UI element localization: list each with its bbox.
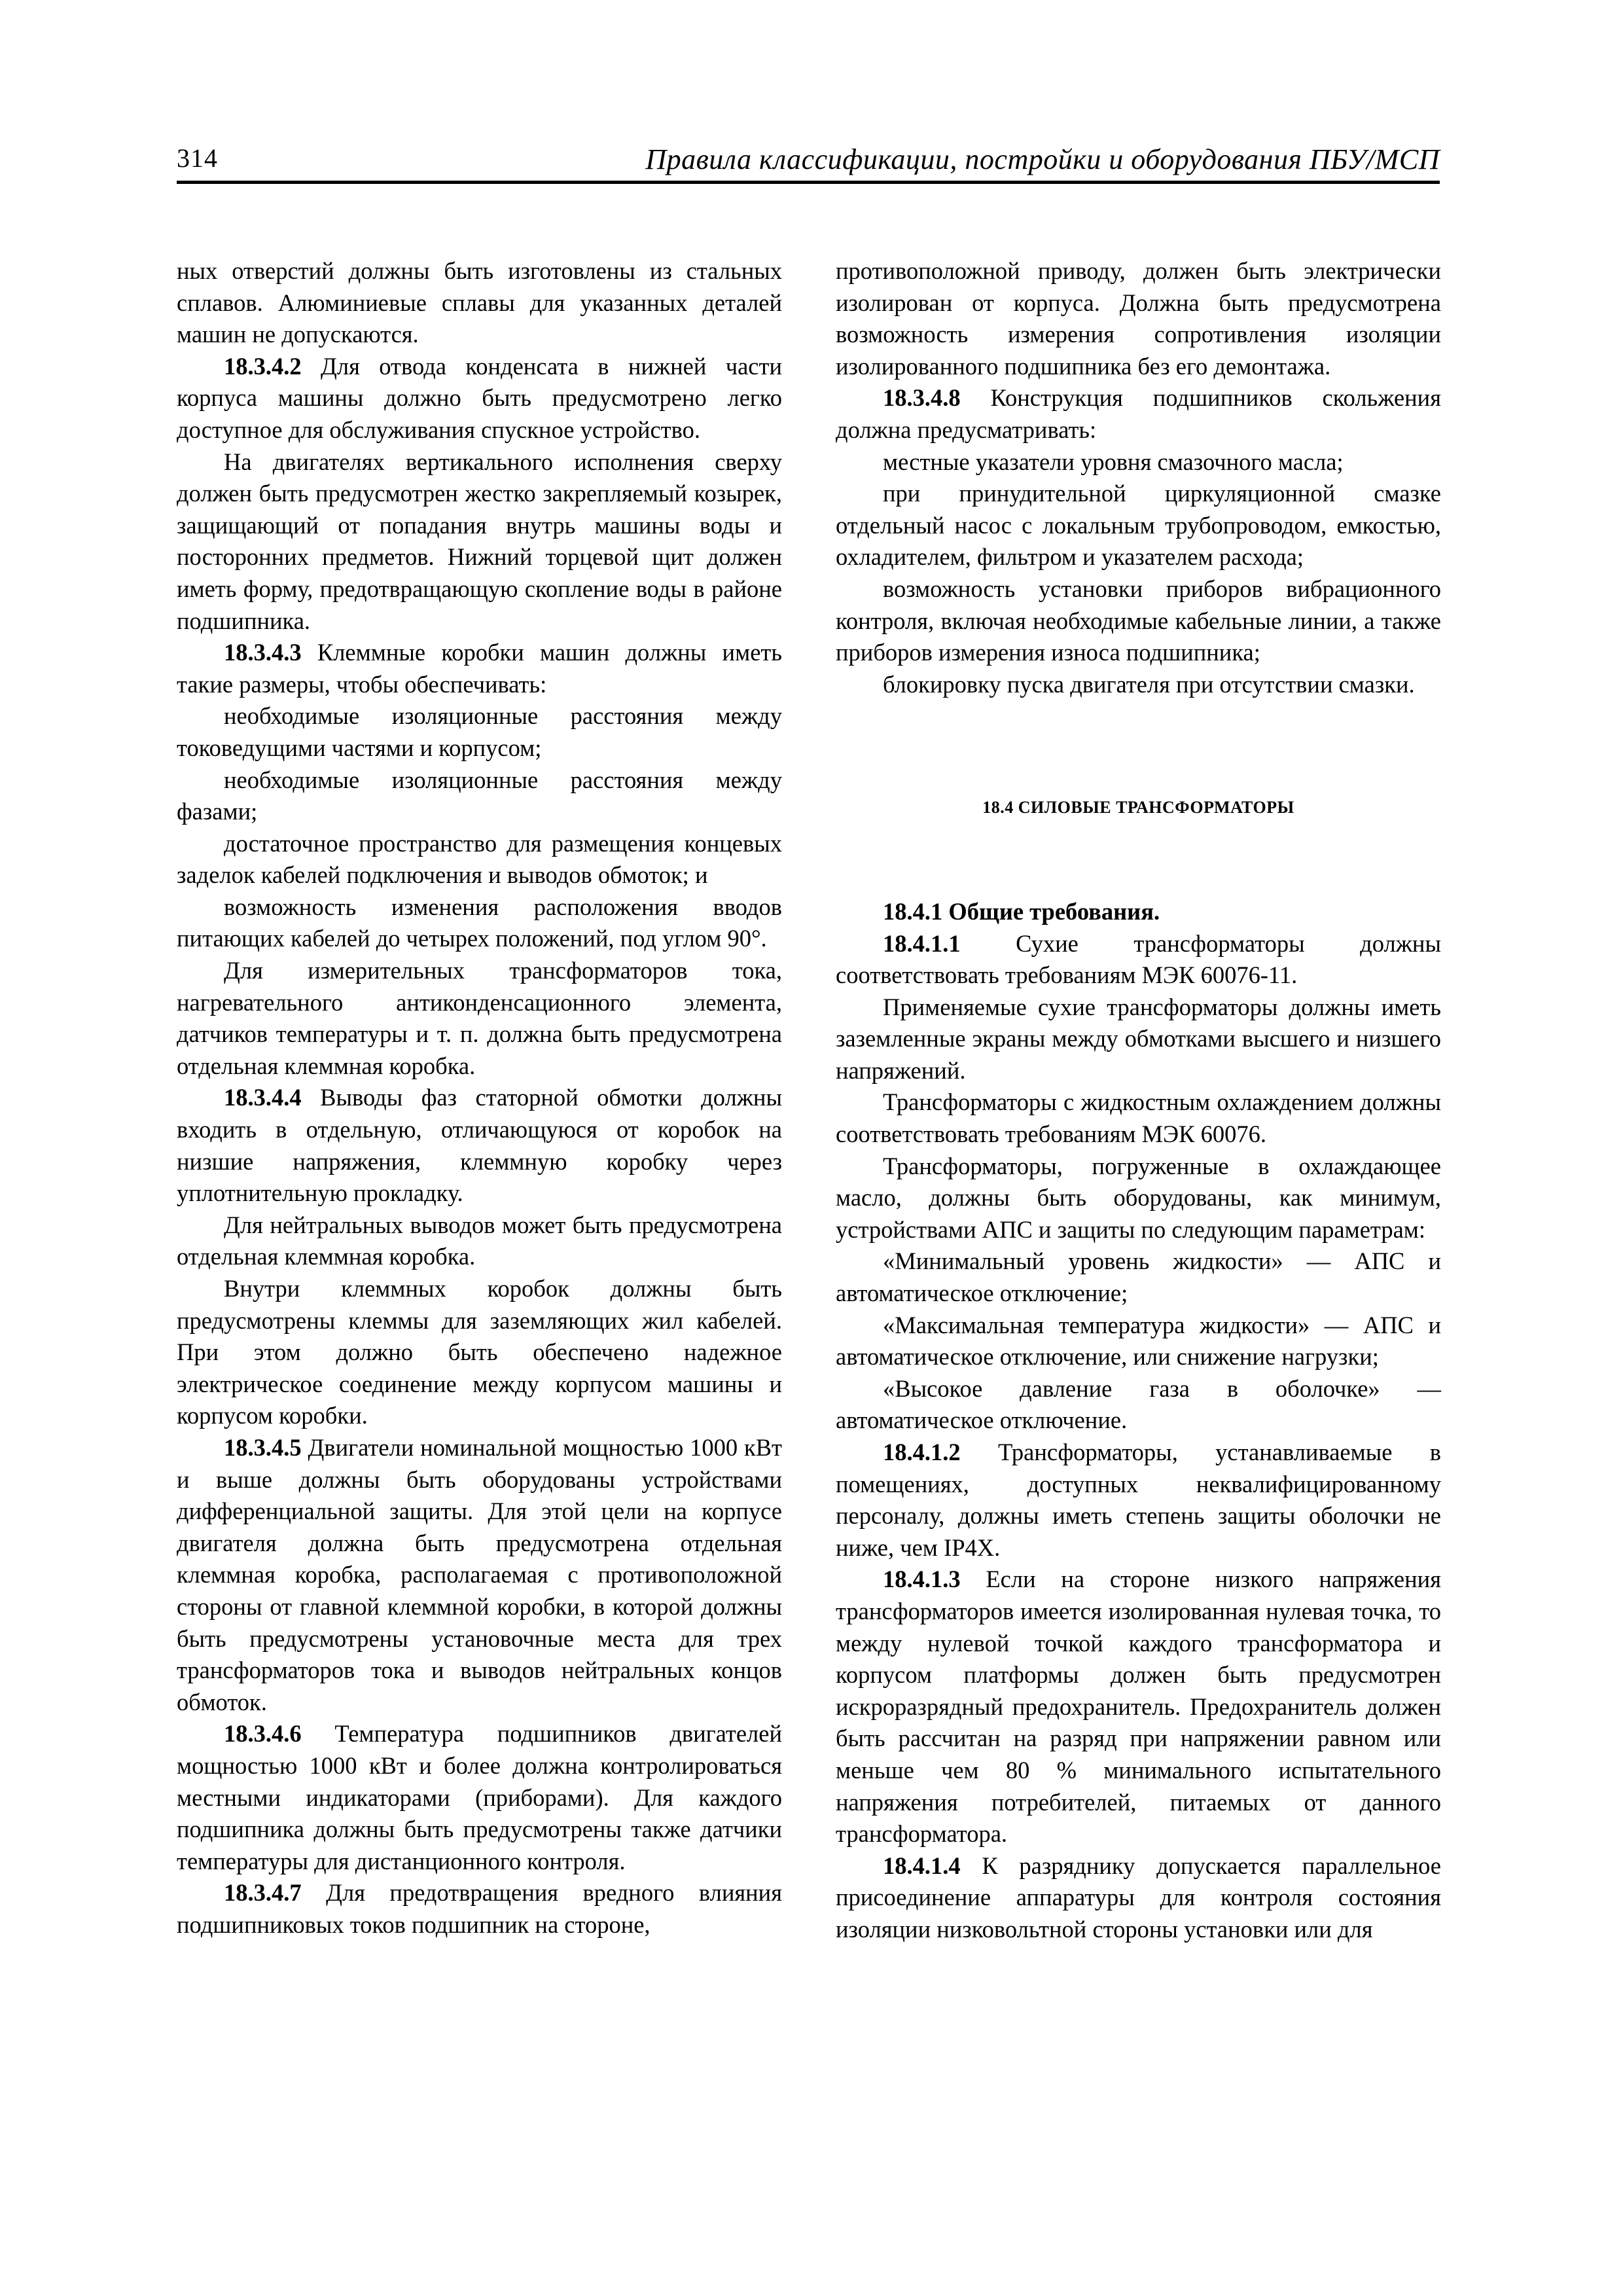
paragraph-text: Для предотвращения вредного влияния подшипниковых токов подшипник на стороне, — [177, 1879, 782, 1938]
paragraph — [836, 928, 1441, 992]
paragraph — [836, 1086, 1441, 1150]
paragraph-text: Температура подшипников двигателей мощностью 1000 кВт и более должна контролироваться местными индикаторами (приборами). Для каждого подшипника должны быть предусмотрены также датчики температуры для дистанционного контроля. — [177, 1720, 782, 1874]
paragraph-text: Трансформаторы, устанавливаемые в помещениях, доступных неквалифицированному персоналу, должны иметь степень защиты оболочки не ниже, чем IP4X. — [836, 1439, 1441, 1561]
paragraph — [836, 255, 1441, 382]
left-column — [177, 255, 782, 1941]
clause-number: 18.4.1.3 — [883, 1566, 961, 1593]
paragraph-text: Применяемые сухие трансформаторы должны иметь заземленные экраны между обмотками высшего и низшего напряжений. — [836, 993, 1441, 1084]
paragraph — [177, 1877, 782, 1941]
paragraph-text: Клеммные коробки машин должны иметь такие размеры, чтобы обеспечивать: — [177, 639, 782, 698]
paragraph — [177, 955, 782, 1082]
clause-number: 18.4.1.4 — [883, 1852, 961, 1879]
paragraph — [836, 669, 1441, 701]
paragraph-text: Сухие трансформаторы должны соответствовать требованиям МЭК 60076-11. — [836, 929, 1441, 989]
paragraph-text: К разряднику допускается параллельное присоединение аппаратуры для контроля состояния изоляции низковольтной стороны установки или для — [836, 1852, 1441, 1943]
paragraph — [836, 1437, 1441, 1564]
paragraph-text: местные указатели уровня смазочного масла; — [883, 448, 1344, 475]
paragraph — [177, 700, 782, 764]
paragraph — [836, 1373, 1441, 1437]
section-heading: 18.4 СИЛОВЫЕ ТРАНСФОРМАТОРЫ — [982, 798, 1294, 817]
paragraph — [177, 828, 782, 891]
paragraph — [177, 1432, 782, 1718]
paragraph — [836, 1246, 1441, 1309]
right-column — [836, 255, 1441, 1946]
paragraph-text: необходимые изоляционные расстояния между фазами; — [177, 766, 782, 825]
paragraph — [836, 1850, 1441, 1946]
paragraph-text: На двигателях вертикального исполнения сверху должен быть предусмотрен жестко закрепляемый козырек, защищающий от попадания внутрь машины воды и посторонних предметов. Нижний торцевой щит должен иметь форму, предотвращающую скопление воды в районе подшипника. — [177, 448, 782, 634]
paragraph-text: при принудительной циркуляционной смазке отдельный насос с локальным трубопроводом, емкостью, охладителем, фильтром и указателем расхода; — [836, 480, 1441, 571]
paragraph-text: Для нейтральных выводов может быть предусмотрена отдельная клеммная коробка. — [177, 1211, 782, 1270]
clause-number: 18.3.4.4 — [224, 1084, 302, 1111]
paragraph-text: Конструкция подшипников скольжения должна предусматривать: — [836, 384, 1441, 443]
subsection-heading: 18.4.1 Общие требования. — [883, 897, 1160, 925]
paragraph — [177, 1718, 782, 1877]
clause-number: 18.3.4.6 — [224, 1720, 302, 1748]
paragraph-text: необходимые изоляционные расстояния между токоведущими частями и корпусом; — [177, 702, 782, 761]
paragraph-text: возможность установки приборов вибрационного контроля, включая необходимые кабельные линии, а также приборов измерения износа подшипника; — [836, 575, 1441, 666]
paragraph-text: Если на стороне низкого напряжения трансформаторов имеется изолированная нулевая точка, то между нулевой точкой каждого трансформатора и корпусом платформы должен быть предусмотрен искроразрядный предохранитель. Предохранитель должен быть рассчитан на разряд при напряжении равном или меньше чем 80 % минимального испытательного напряжения потребителей, питаемых от данного трансформатора. — [836, 1566, 1441, 1848]
paragraph — [836, 1151, 1441, 1246]
paragraph — [836, 478, 1441, 573]
paragraph-text: достаточное пространство для размещения концевых заделок кабелей подключения и выводов обмоток; и — [177, 829, 782, 889]
page-number: 314 — [177, 143, 218, 173]
clause-number: 18.4.1.1 — [883, 929, 961, 957]
paragraph — [177, 1082, 782, 1209]
paragraph-text: «Максимальная температура жидкости» — АПС и автоматическое отключение, или снижение нагрузки; — [836, 1311, 1441, 1371]
paragraph-text: «Высокое давление газа в оболочке» — автоматическое отключение. — [836, 1374, 1441, 1434]
paragraph — [177, 1273, 782, 1432]
paragraph — [177, 255, 782, 351]
paragraph-text: Двигатели номинальной мощностью 1000 кВт и выше должны быть оборудованы устройствами дифференциальной защиты. Для этой цели на корпусе двигателя должна быть предусмотрена отдельная клеммная коробка, располагаемая с противоположной стороны от главной клеммной коробки, в которой должны быть предусмотрены установочные места для трех трансформаторов тока и выводов нейтральных концов обмоток. — [177, 1433, 782, 1715]
paragraph — [836, 382, 1441, 446]
paragraph — [836, 446, 1441, 478]
paragraph — [177, 1210, 782, 1273]
clause-number: 18.3.4.7 — [224, 1879, 302, 1907]
paragraph-text: Выводы фаз статорной обмотки должны входить в отдельную, отличающуюся от коробок на низшие напряжения, клеммную коробку через уплотнительную прокладку. — [177, 1084, 782, 1207]
paragraph-text: Для измерительных трансформаторов тока, нагревательного антиконденсационного элемента, датчиков температуры и т. п. должна быть предусмотрена отдельная клеммная коробка. — [177, 957, 782, 1079]
clause-number: 18.3.4.8 — [883, 384, 961, 412]
clause-number: 18.3.4.2 — [224, 352, 302, 380]
paragraph-text: «Минимальный уровень жидкости» — АПС и автоматическое отключение; — [836, 1247, 1441, 1307]
paragraph — [836, 992, 1441, 1087]
paragraph-text: Для отвода конденсата в нижней части корпуса машины должно быть предусмотрено легко доступное для обслуживания спускное устройство. — [177, 352, 782, 443]
paragraph — [177, 637, 782, 700]
paragraph-text: противоположной приводу, должен быть электрически изолирован от корпуса. Должна быть предусмотрена возможность измерения сопротивления изоляции изолированного подшипника без его демонтажа. — [836, 257, 1441, 380]
paragraph — [836, 573, 1441, 669]
paragraph-text: ных отверстий должны быть изготовлены из стальных сплавов. Алюминиевые сплавы для указанных деталей машин не допускаются. — [177, 257, 782, 348]
paragraph-text: Трансформаторы с жидкостным охлаждением должны соответствовать требованиям МЭК 60076. — [836, 1088, 1441, 1148]
paragraph-text: Трансформаторы, погруженные в охлаждающее масло, должны быть оборудованы, как минимум, устройствами АПС и защиты по следующим параметрам: — [836, 1152, 1441, 1243]
clause-number: 18.4.1.2 — [883, 1439, 961, 1465]
running-title: Правила классификации, постройки и оборудования ПБУ/МСП — [645, 143, 1440, 175]
paragraph-text: Внутри клеммных коробок должны быть предусмотрены клеммы для заземляющих жил кабелей. При этом должно быть обеспечено надежное электрическое соединение между корпусом машины и корпусом коробки. — [177, 1275, 782, 1429]
right-column-top — [836, 255, 1441, 700]
clause-number: 18.3.4.3 — [224, 639, 302, 666]
paragraph — [177, 351, 782, 446]
paragraph-text: возможность изменения расположения вводов питающих кабелей до четырех положений, под углом 90°. — [177, 893, 782, 952]
paragraph — [836, 1310, 1441, 1373]
paragraph-text: блокировку пуска двигателя при отсутствии смазки. — [883, 670, 1415, 698]
paragraph — [177, 891, 782, 955]
paragraph — [177, 764, 782, 828]
paragraph — [836, 1564, 1441, 1850]
page-header — [177, 143, 1440, 184]
right-column-bottom — [836, 896, 1441, 1946]
paragraph — [177, 446, 782, 637]
clause-number: 18.3.4.5 — [224, 1433, 302, 1461]
